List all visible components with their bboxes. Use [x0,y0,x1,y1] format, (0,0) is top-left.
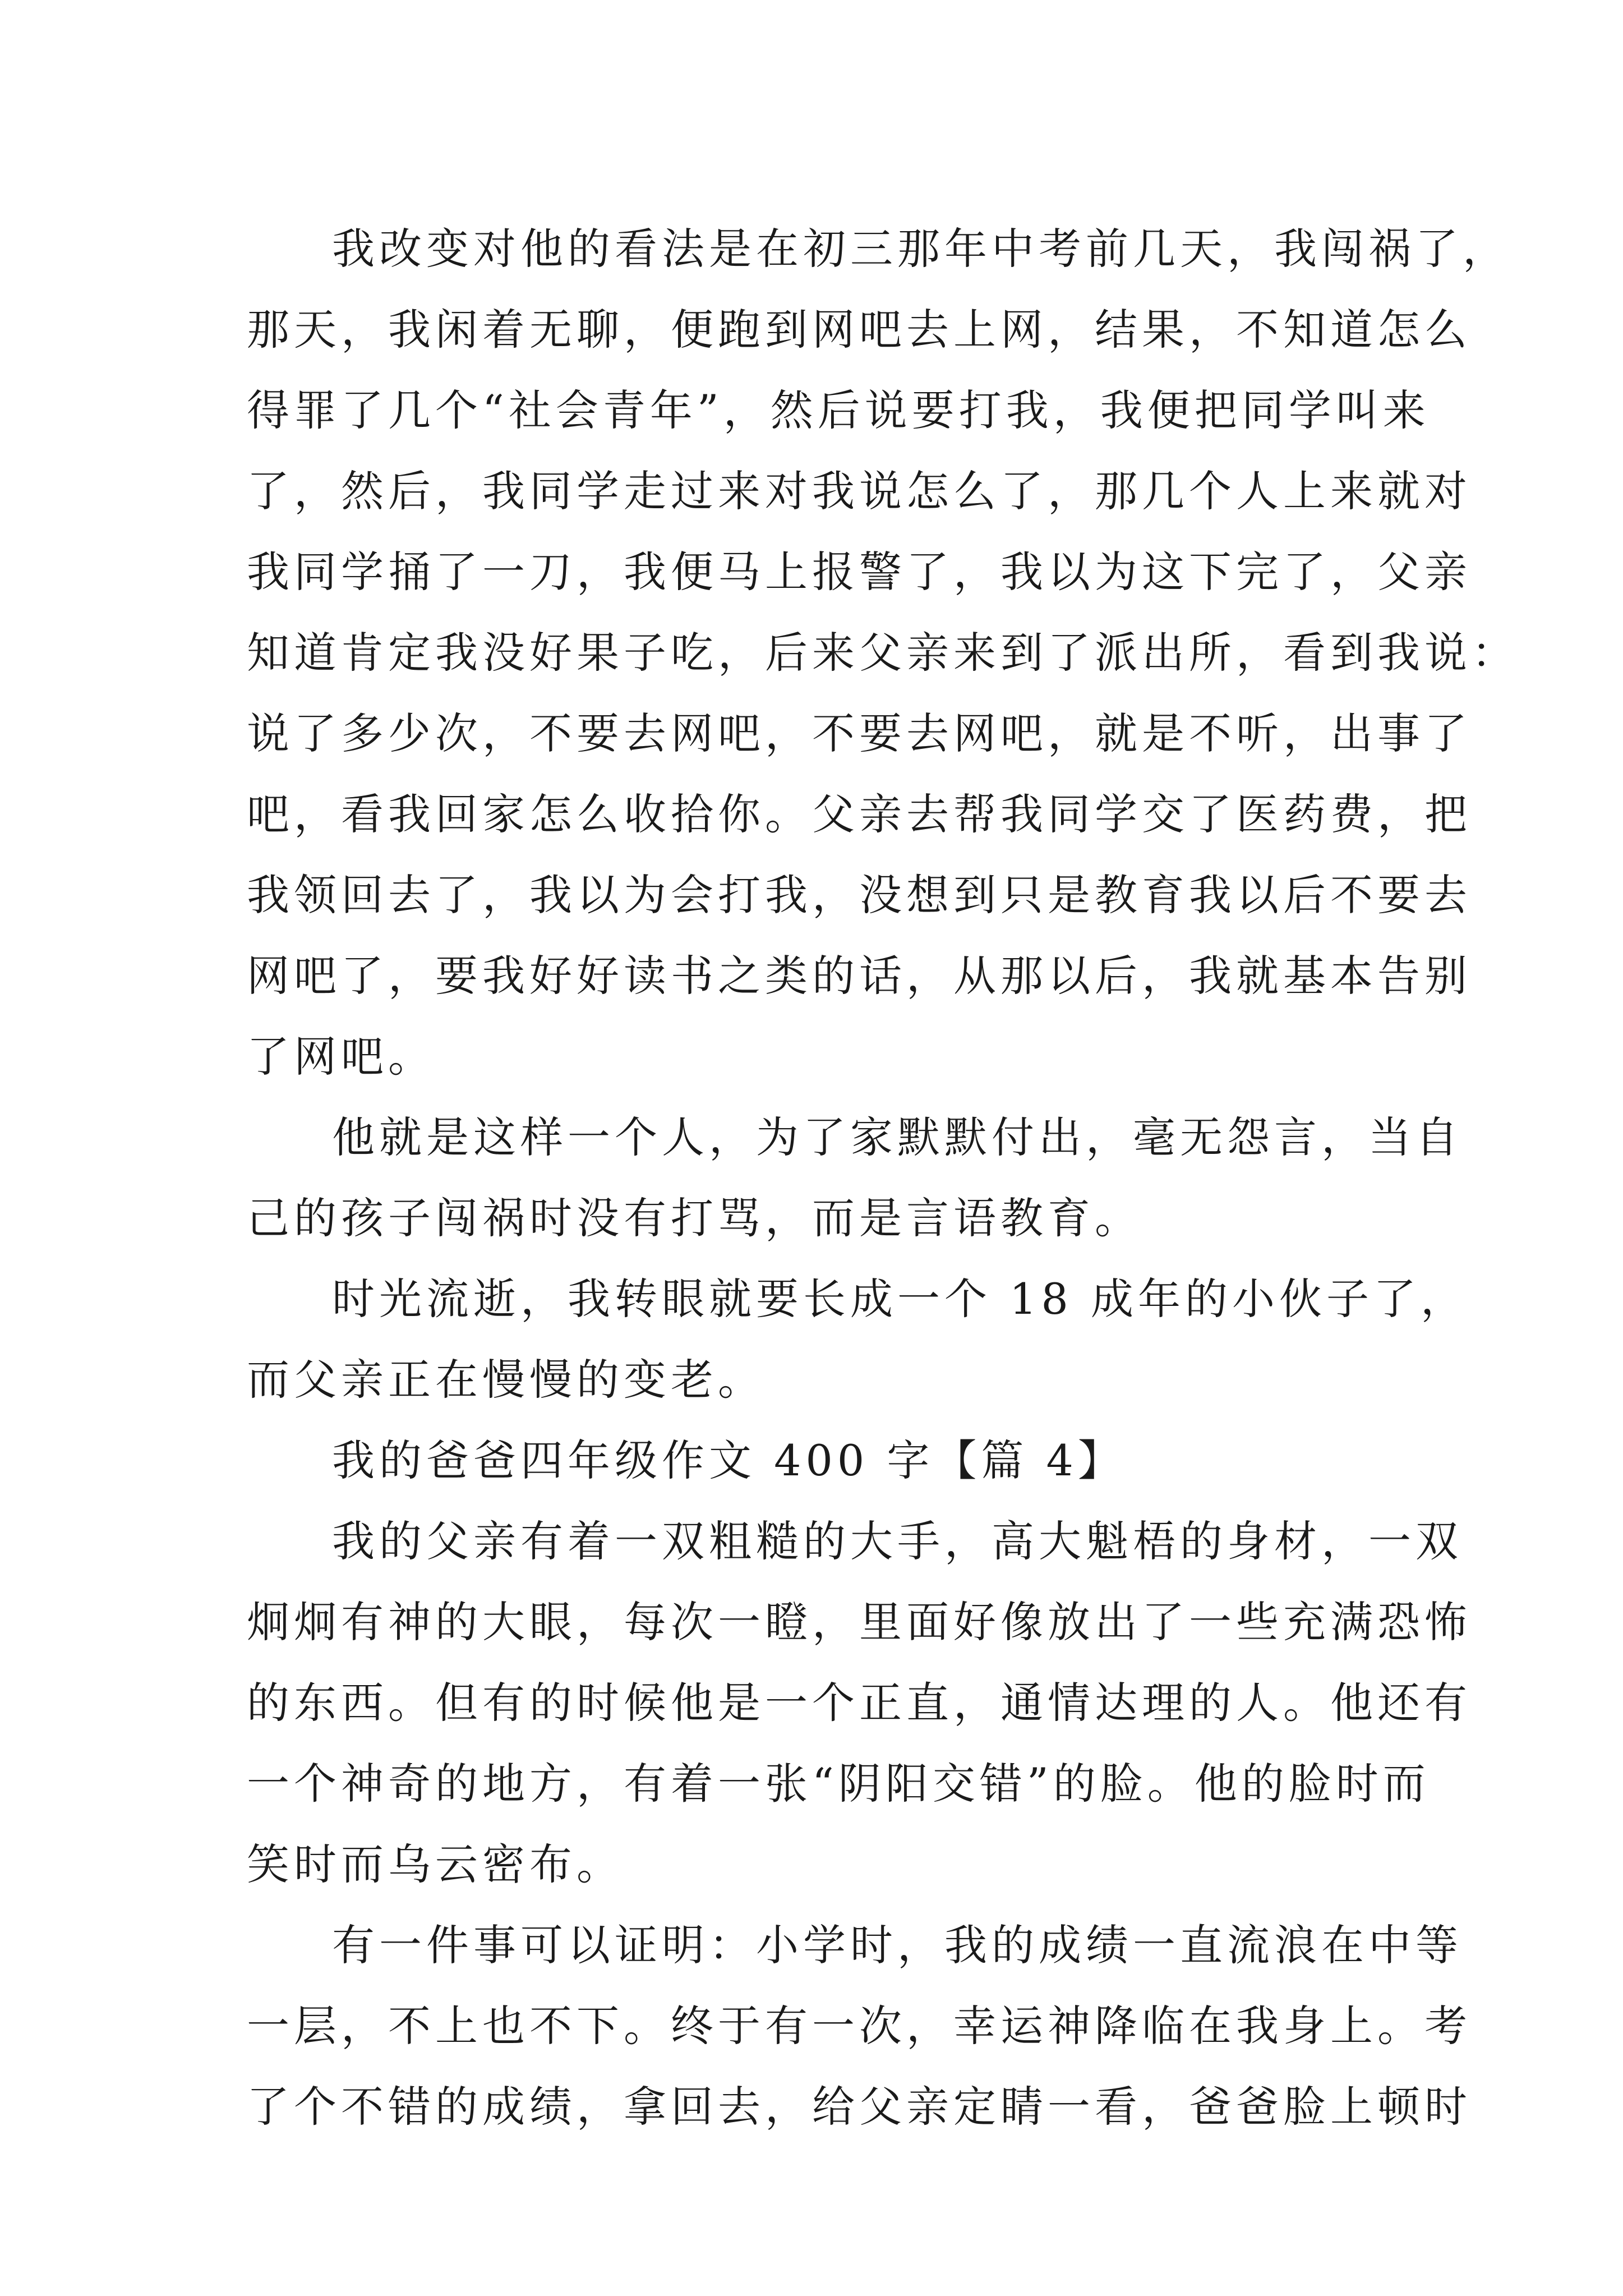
text-line: 网吧了，要我好好读书之类的话，从那以后，我就基本告别 [247,951,1472,1001]
text-line: 了个不错的成绩，拿回去，给父亲定睛一看，爸爸脸上顿时 [247,2082,1472,2132]
text-line: 他就是这样一个人，为了家默默付出，毫无怨言，当自 [332,1112,1463,1162]
text-line: 我的父亲有着一双粗糙的大手，高大魁梧的身材，一双 [332,1516,1463,1566]
section-heading: 我的爸爸四年级作文 400 字【篇 4】 [332,1435,1125,1485]
text-line: 己的孩子闯祸时没有打骂，而是言语教育。 [247,1193,1142,1243]
text-line: 我领回去了，我以为会打我，没想到只是教育我以后不要去 [247,870,1472,920]
text-line: 我同学捅了一刀，我便马上报警了，我以为这下完了，父亲 [247,547,1472,597]
text-line: 炯炯有神的大眼，每次一瞪，里面好像放出了一些充满恐怖 [247,1597,1472,1647]
text-line: 我改变对他的看法是在初三那年中考前几天，我闯祸了， [332,224,1510,274]
text-line: 有一件事可以证明：小学时，我的成绩一直流浪在中等 [332,1920,1463,1970]
text-line: 时光流逝，我转眼就要长成一个 18 成年的小伙子了， [332,1274,1468,1324]
text-line: 的东西。但有的时候他是一个正直，通情达理的人。他还有 [247,1678,1472,1728]
text-line: 笑时而乌云密布。 [247,1839,624,1889]
text-line: 了，然后，我同学走过来对我说怎么了，那几个人上来就对 [247,466,1472,516]
text-line: 了网吧。 [247,1032,435,1082]
text-line: 一层，不上也不下。终于有一次，幸运神降临在我身上。考 [247,2001,1472,2051]
text-line: 一个神奇的地方，有着一张“阴阳交错”的脸。他的脸时而 [247,1759,1430,1809]
text-line: 吧，看我回家怎么收拾你。父亲去帮我同学交了医药费，把 [247,789,1472,839]
text-line: 而父亲正在慢慢的变老。 [247,1355,765,1405]
text-line: 那天，我闲着无聊，便跑到网吧去上网，结果，不知道怎么 [247,305,1472,355]
text-line: 说了多少次，不要去网吧，不要去网吧，就是不听，出事了 [247,708,1472,758]
body-text [247,209,1519,2147]
text-line: 得罪了几个“社会青年”，然后说要打我，我便把同学叫来 [247,385,1430,435]
text-line: 知道肯定我没好果子吃，后来父亲来到了派出所，看到我说： [247,628,1519,678]
